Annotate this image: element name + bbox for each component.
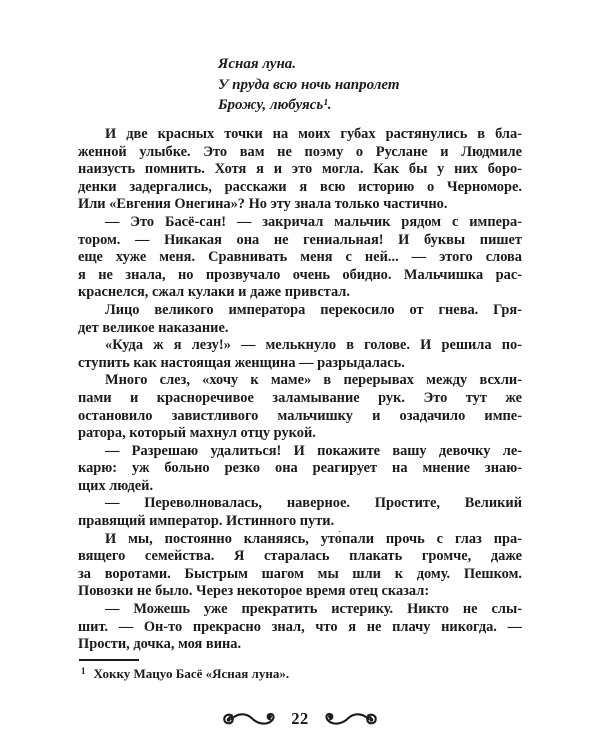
paragraph xyxy=(78,214,522,302)
text-line: женной улыбке. Это вам не поэму о Руслане и Людмиле xyxy=(78,143,522,160)
text-line: за воротами. Быстрым шагом мы шли к дому. Пешком. xyxy=(78,565,522,582)
text-line: — Это Басё-сан! — закричал мальчик рядом с импера- xyxy=(105,213,522,230)
text-line: Много слез, «хочу к маме» в перерывах между всхли- xyxy=(105,372,522,389)
text-line: щих людей. xyxy=(78,477,154,494)
body-text xyxy=(78,126,522,654)
text-line: наизусть помнить. Хотя я и это могла. Как бы у них боро- xyxy=(78,161,522,178)
paragraph xyxy=(78,443,522,496)
text-line: Ясная луна. xyxy=(218,56,297,72)
text-line: дет великое наказание. xyxy=(78,319,229,336)
text-line: остановило завистливого мальчишку и озадачило импе- xyxy=(78,407,522,424)
footer-flourish-left-icon xyxy=(222,710,278,728)
text-line: карю: уж больно резко она реагирует на мнение знаю- xyxy=(78,460,522,477)
page-number: 22 xyxy=(291,709,309,728)
paragraph xyxy=(78,531,522,601)
text-line: пами и красноречивое заламывание рук. Это тут же xyxy=(78,389,522,406)
text-line: еще хуже меня. Сравнивать меня с ней... — этого слова xyxy=(78,249,522,266)
text-line: — Переволновалась, наверное. Простите, Великий xyxy=(105,495,522,512)
footnote xyxy=(81,666,289,683)
text-line: шит. — Он-то прекрасно знал, что я не плачу никогда. — xyxy=(78,618,522,635)
text-line: Брожу, любуясь¹. xyxy=(218,97,332,113)
text-line: Лицо великого императора перекосило от гнева. Гря- xyxy=(105,301,522,318)
text-line: У пруда всю ночь напролет xyxy=(218,76,400,93)
text-line: Повозки не было. Через некоторое время отец сказал: xyxy=(78,583,430,600)
text-line: Прости, дочка, моя вина. xyxy=(78,636,242,653)
paragraph xyxy=(78,495,522,530)
text-line: — Разрешаю удалиться! И покажите вашу девочку ле- xyxy=(105,442,522,459)
paragraph xyxy=(78,337,522,372)
paragraph xyxy=(78,601,522,654)
text-line: — Можешь уже прекратить истерику. Никто не слы- xyxy=(105,601,522,618)
text-line: Или «Евгения Онегина»? Но эту знала только частично. xyxy=(78,196,448,213)
text-line: правящий император. Истинного пути. xyxy=(78,513,335,530)
footnote-divider xyxy=(79,659,139,661)
text-line: краснелся, сжал кулаки и даже привстал. xyxy=(78,284,350,301)
text-line: ратора, который махнул отцу рукой. xyxy=(78,425,316,442)
text-line: ступить как настоящая женщина — разрыдалась. xyxy=(78,354,405,371)
footer-flourish-right-icon xyxy=(322,710,378,728)
paragraph xyxy=(78,302,522,337)
paragraph xyxy=(78,126,522,214)
text-line: И две красных точки на моих губах растянулись в бла- xyxy=(105,126,522,142)
paragraph xyxy=(78,372,522,442)
text-line: тором. — Никакая она не гениальная! И буквы пишет xyxy=(78,231,522,248)
page-footer xyxy=(0,704,600,734)
text-line: денки задергались, расскажи я всю историю о Черноморе. xyxy=(78,178,522,195)
text-line: «Куда ж я лезу!» — мелькнуло в голове. И решила по- xyxy=(105,337,522,354)
footnote-marker: 1 xyxy=(81,666,86,676)
text-line: вящего семейства. Я старалась плакать громче, даже xyxy=(78,548,522,565)
text-line: я не знала, но прозвучало очень обидно. Мальчишка рас- xyxy=(78,266,522,283)
footnote-text: Хокку Мацуо Басё «Ясная луна». xyxy=(93,666,290,681)
epigraph-haiku xyxy=(218,54,400,116)
text-line: И мы, постоянно кланяясь, уто́пали прочь с глаз пра- xyxy=(105,530,522,547)
